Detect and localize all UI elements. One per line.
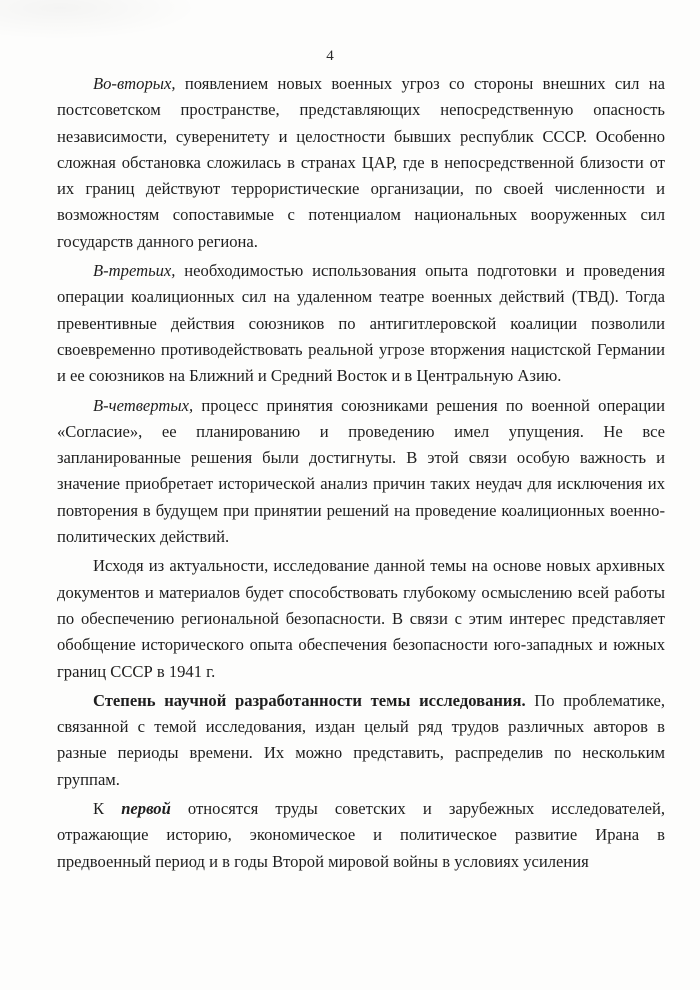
paragraph-first-group [57,796,665,875]
section-heading: Степень научной разработанности темы исследования. [93,690,526,710]
scan-artifact [0,0,200,40]
paragraph-lead: В-третьих, [93,261,176,281]
paragraph-research-degree [57,688,665,793]
paragraph-lead: первой [121,799,171,819]
paragraph-lead-prefix: К [93,799,122,819]
paragraph-secondly [57,71,665,255]
paragraph-relevance [57,553,665,684]
paragraph-lead: Во-вторых, [93,74,176,93]
paragraph-text: По проблематике, связанной с темой исследования, издан целый ряд трудов различных авторов в разные периоды времени. Их можно представить, распределив по нескольким группам. [57,690,665,789]
document-body [57,71,665,876]
paragraph-thirdly [57,258,665,389]
paragraph-fourthly [57,393,665,551]
paragraph-text: необходимостью использования опыта подготовки и проведения операции коалиционных сил на удаленном театре военных действий (ТВД). Тогда превентивные действия союзников по антигитлеровской коалиции позволили своевременно противодействовать реальной угрозе вторжения нацистской Германии и ее союзников на Ближний и Средний Восток и в Центральную Азию. [57,261,665,386]
paragraph-text: появлением новых военных угроз со стороны внешних сил на постсоветском пространстве, представляющих непосредственную опасность независимости, суверенитету и целостности бывших республик СССР. Особенно сложная обстановка сложилась в странах ЦАР, где в непосредственной близости от их границ действуют террористические организации, по своей численности и возможностям сопоставимые с потенциалом национальных вооруженных сил государств данного региона. [57,74,665,251]
paragraph-text: Исходя из актуальности, исследование данной темы на основе новых архивных документов и материалов будет способствовать глубокому осмыслению всей работы по обеспечению региональной безопасности. В связи с этим интерес представляет обобщение исторического опыта обеспечения безопасности юго-западных и южных границ СССР в 1941 г. [57,556,665,681]
page-number: 4 [326,48,334,64]
paragraph-text: процесс принятия союзниками решения по военной операции «Согласие», ее планированию и проведению имел упущения. Не все запланированные решения были достигнуты. В этой связи особую важность и значение приобретает исторической анализ причин таких неудач для исключения их повторения в будущем при принятии решений на проведение коалиционных военно-политических действий. [57,395,665,547]
paragraph-lead: В-четвертых, [93,395,194,415]
paragraph-text: относятся труды советских и зарубежных исследователей, отражающие историю, экономическое и политическое развитие Ирана в предвоенный период и в годы Второй мировой войны в условиях усиления [57,799,665,871]
